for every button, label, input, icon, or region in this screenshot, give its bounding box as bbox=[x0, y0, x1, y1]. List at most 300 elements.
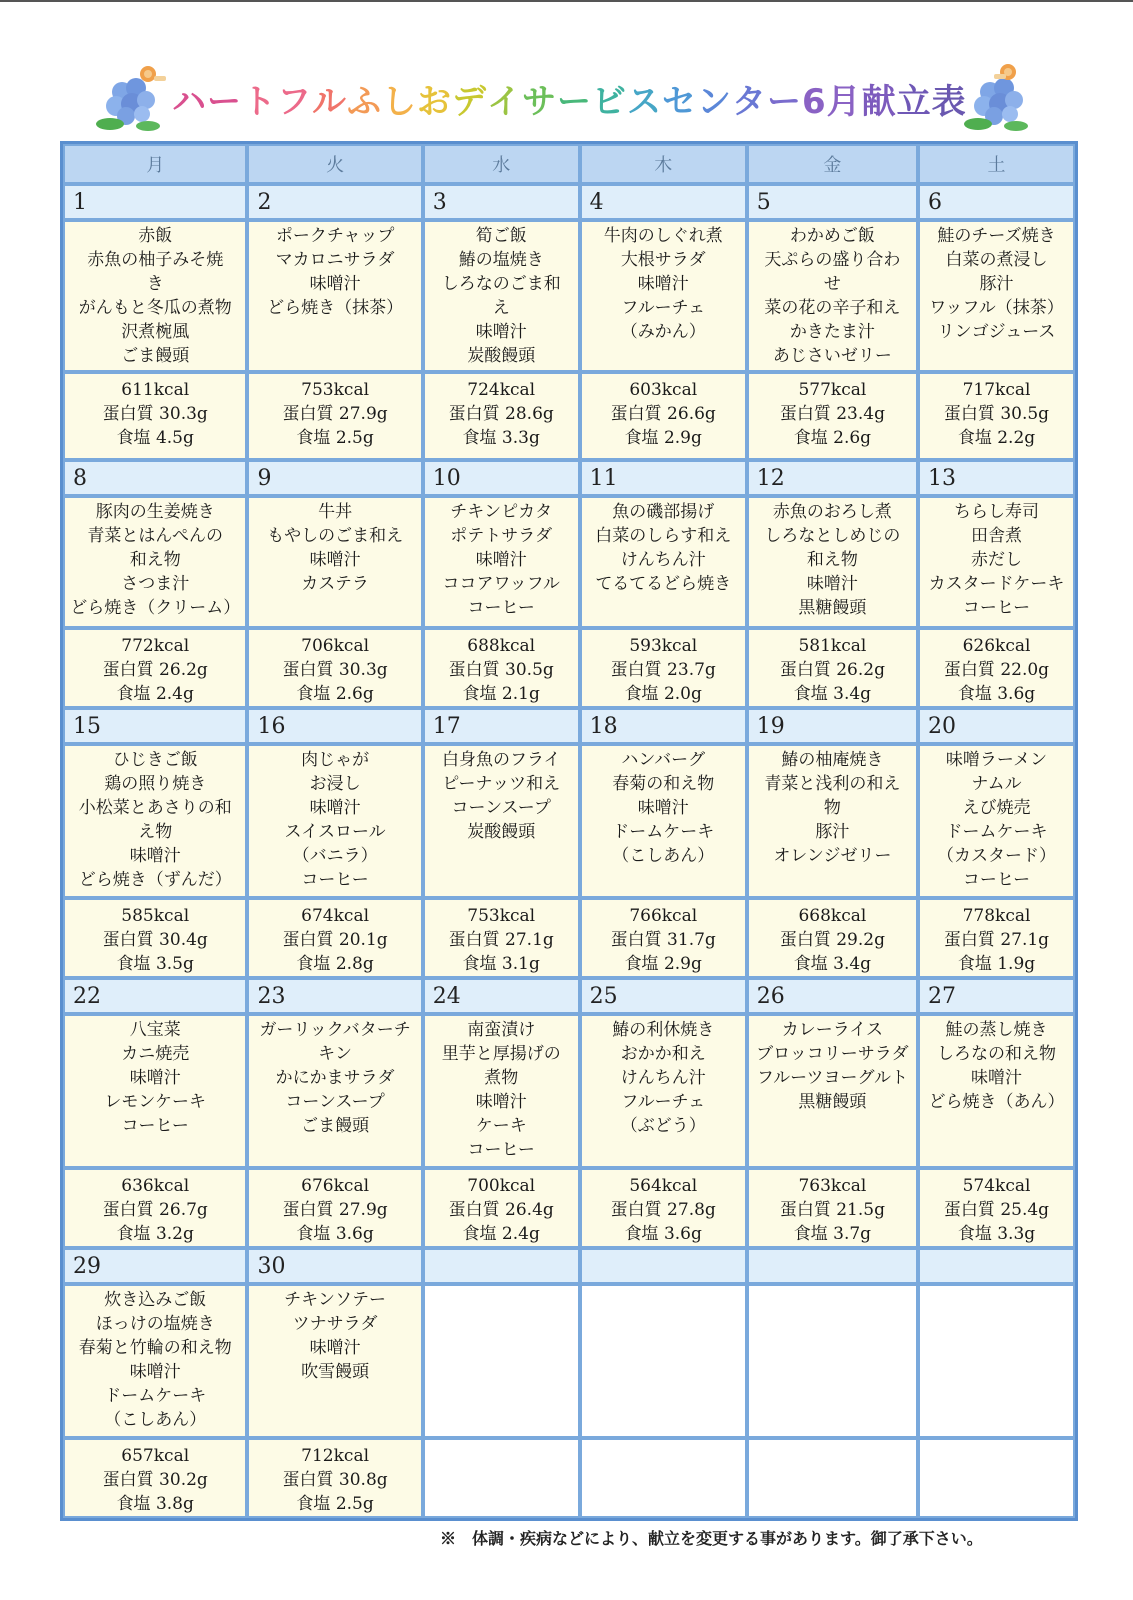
menu-cell bbox=[247, 744, 422, 898]
title-char: ル bbox=[312, 82, 347, 122]
menu-item: 鶏の照り焼き bbox=[104, 774, 207, 794]
menu-item: コーヒー bbox=[962, 598, 1031, 618]
menu-item: え物 bbox=[138, 822, 173, 842]
menu-item: 味噌汁 bbox=[637, 274, 689, 294]
menu-item: 八宝菜 bbox=[129, 1020, 181, 1040]
menu-item: かきたま汁 bbox=[789, 322, 875, 342]
menu-item: （バニラ） bbox=[292, 846, 378, 866]
menu-item: 春菊と竹輪の和え物 bbox=[78, 1338, 232, 1358]
menu-item: コーヒー bbox=[301, 870, 369, 890]
calories-value: 564kcal bbox=[629, 1176, 698, 1196]
title-char: 月 bbox=[826, 82, 862, 122]
menu-cell bbox=[918, 496, 1075, 628]
title-char: ふ bbox=[347, 82, 382, 122]
menu-cell bbox=[247, 1014, 422, 1168]
day-number: 12 bbox=[747, 460, 918, 496]
nutrition-cell bbox=[747, 372, 918, 460]
nutrition-row bbox=[63, 628, 1075, 708]
nutrition-cell bbox=[247, 372, 422, 460]
menu-item: 吹雪饅頭 bbox=[301, 1362, 370, 1382]
title-char: ー bbox=[557, 82, 592, 122]
menu-item: ひじきご飯 bbox=[112, 750, 198, 770]
title-char: セ bbox=[662, 82, 697, 122]
nutrition-cell bbox=[747, 898, 918, 978]
title-char: し bbox=[382, 82, 417, 122]
menu-item: あじさいゼリー bbox=[772, 346, 892, 366]
menu-item: さつま汁 bbox=[121, 574, 190, 594]
weekday-header: 水 bbox=[423, 144, 580, 184]
protein-value: 蛋白質 29.2g bbox=[779, 930, 885, 950]
menu-item: しろなとしめじの bbox=[764, 526, 901, 546]
protein-value: 蛋白質 23.4g bbox=[779, 404, 885, 424]
protein-value: 蛋白質 31.7g bbox=[610, 930, 716, 950]
date-row bbox=[63, 978, 1075, 1014]
nutrition-cell bbox=[747, 1168, 918, 1248]
menu-calendar bbox=[60, 141, 1078, 1521]
protein-value: 蛋白質 26.2g bbox=[102, 660, 208, 680]
menu-cell bbox=[918, 220, 1075, 372]
title-char: ハ bbox=[172, 82, 207, 122]
menu-item: ポークチャップ bbox=[275, 226, 395, 246]
salt-value: 食塩 2.9g bbox=[624, 954, 702, 974]
menu-item: どら焼き（クリーム） bbox=[70, 598, 241, 618]
day-number: 23 bbox=[247, 978, 422, 1014]
menu-item: ワッフル（抹茶） bbox=[929, 298, 1064, 318]
menu-row bbox=[63, 1284, 1075, 1438]
menu-item: お浸し bbox=[309, 774, 361, 794]
menu-item: わかめご飯 bbox=[789, 226, 875, 246]
title-char: 表 bbox=[931, 82, 967, 122]
menu-item: ほっけの塩焼き bbox=[95, 1314, 215, 1334]
protein-value: 蛋白質 26.4g bbox=[448, 1200, 554, 1220]
menu-item: き bbox=[146, 274, 164, 294]
menu-item: コーンスープ bbox=[451, 798, 551, 818]
menu-item: 味噌汁 bbox=[309, 550, 361, 570]
nutrition-cell bbox=[918, 898, 1075, 978]
calories-value: 581kcal bbox=[798, 636, 867, 656]
protein-value: 蛋白質 25.4g bbox=[943, 1200, 1050, 1220]
footer-note: ※ 体調・疾病などにより、献立を変更する事があります。御了承下さい。 bbox=[440, 1529, 983, 1548]
day-number: 20 bbox=[918, 708, 1075, 744]
salt-value: 食塩 2.9g bbox=[624, 428, 702, 448]
menu-item: 味噌汁 bbox=[129, 846, 181, 866]
menu-item: 味噌汁 bbox=[309, 1338, 361, 1358]
nutrition-row bbox=[63, 372, 1075, 460]
menu-cell bbox=[63, 1284, 247, 1438]
menu-item: 赤魚のおろし煮 bbox=[772, 502, 892, 522]
day-number: 6 bbox=[918, 184, 1075, 220]
empty-nutrition-cell bbox=[423, 1438, 580, 1518]
calories-value: 763kcal bbox=[798, 1176, 867, 1196]
date-row bbox=[63, 708, 1075, 744]
menu-item: リンゴジュース bbox=[937, 322, 1056, 342]
menu-item: ツナサラダ bbox=[292, 1314, 378, 1334]
menu-item: 鰆の利休焼き bbox=[612, 1020, 715, 1040]
calories-value: 724kcal bbox=[467, 380, 536, 400]
empty-menu-cell bbox=[580, 1284, 747, 1438]
menu-item: キン bbox=[318, 1044, 353, 1064]
menu-item: コーヒー bbox=[121, 1116, 189, 1136]
calories-value: 717kcal bbox=[962, 380, 1031, 400]
menu-item: 味噌汁 bbox=[475, 550, 527, 570]
day-number: 9 bbox=[247, 460, 422, 496]
menu-item: 味噌汁 bbox=[309, 798, 361, 818]
menu-cell bbox=[580, 220, 747, 372]
menu-cell bbox=[247, 1284, 422, 1438]
menu-item: 天ぷらの盛り合わ bbox=[764, 250, 901, 270]
menu-item: がんもと冬瓜の煮物 bbox=[78, 298, 232, 318]
menu-item: 大根サラダ bbox=[620, 250, 706, 270]
protein-value: 蛋白質 27.9g bbox=[282, 1200, 388, 1220]
calories-value: 636kcal bbox=[121, 1176, 190, 1196]
hydrangea-snail-icon bbox=[88, 58, 178, 136]
title-char: サ bbox=[522, 82, 557, 122]
menu-item: チキンソテー bbox=[284, 1290, 387, 1310]
menu-item: ココアワッフル bbox=[442, 574, 560, 594]
day-number: 4 bbox=[580, 184, 747, 220]
menu-item: 味噌汁 bbox=[806, 574, 858, 594]
nutrition-cell bbox=[423, 628, 580, 708]
protein-value: 蛋白質 30.2g bbox=[102, 1470, 208, 1490]
menu-item: カレーライス bbox=[781, 1020, 884, 1040]
nutrition-cell bbox=[580, 898, 747, 978]
menu-item: 小松菜とあさりの和 bbox=[78, 798, 232, 818]
menu-item: 里芋と厚揚げの bbox=[441, 1044, 561, 1064]
empty-date-cell bbox=[747, 1248, 918, 1284]
calories-value: 700kcal bbox=[467, 1176, 536, 1196]
menu-item: フルーツヨーグルト bbox=[756, 1068, 908, 1088]
title-char: タ bbox=[732, 82, 767, 122]
menu-item: 味噌汁 bbox=[971, 1068, 1022, 1088]
menu-item: 和え物 bbox=[129, 550, 181, 570]
protein-value: 蛋白質 26.6g bbox=[610, 404, 716, 424]
protein-value: 蛋白質 26.7g bbox=[102, 1200, 208, 1220]
day-number: 19 bbox=[747, 708, 918, 744]
protein-value: 蛋白質 27.9g bbox=[282, 404, 388, 424]
menu-item: ナムル bbox=[971, 774, 1022, 794]
day-number: 22 bbox=[63, 978, 247, 1014]
salt-value: 食塩 2.6g bbox=[296, 684, 374, 704]
menu-item: 鰆の塩焼き bbox=[458, 250, 544, 270]
protein-value: 蛋白質 30.5g bbox=[943, 404, 1050, 424]
day-number: 24 bbox=[423, 978, 580, 1014]
menu-item: コーンスープ bbox=[285, 1092, 385, 1112]
menu-item: 和え物 bbox=[806, 550, 858, 570]
menu-item: ブロッコリーサラダ bbox=[756, 1044, 909, 1064]
calories-value: 668kcal bbox=[798, 906, 867, 926]
protein-value: 蛋白質 22.0g bbox=[943, 660, 1050, 680]
day-number: 3 bbox=[423, 184, 580, 220]
menu-item: カステラ bbox=[301, 574, 369, 594]
hydrangea-snail-icon bbox=[950, 58, 1040, 136]
protein-value: 蛋白質 30.5g bbox=[448, 660, 554, 680]
nutrition-cell bbox=[63, 628, 247, 708]
menu-item: ハンバーグ bbox=[621, 750, 706, 770]
menu-item: ドームケーキ bbox=[945, 822, 1048, 842]
menu-item: どら焼き（あん） bbox=[928, 1092, 1065, 1112]
menu-item: 黒糖饅頭 bbox=[798, 1092, 867, 1112]
date-row bbox=[63, 184, 1075, 220]
menu-cell bbox=[580, 1014, 747, 1168]
protein-value: 蛋白質 30.3g bbox=[102, 404, 208, 424]
calories-value: 674kcal bbox=[301, 906, 370, 926]
empty-nutrition-cell bbox=[747, 1438, 918, 1518]
menu-item: カニ焼売 bbox=[121, 1044, 190, 1064]
protein-value: 蛋白質 21.5g bbox=[779, 1200, 885, 1220]
day-number: 8 bbox=[63, 460, 247, 496]
menu-cell bbox=[747, 1014, 918, 1168]
protein-value: 蛋白質 20.1g bbox=[282, 930, 388, 950]
menu-item: 味噌汁 bbox=[475, 1092, 527, 1112]
nutrition-cell bbox=[580, 628, 747, 708]
menu-item: （カスタード） bbox=[937, 846, 1056, 866]
salt-value: 食塩 2.4g bbox=[462, 1224, 540, 1244]
calories-value: 706kcal bbox=[301, 636, 370, 656]
menu-cell bbox=[423, 496, 580, 628]
nutrition-cell bbox=[247, 1438, 422, 1518]
day-number: 25 bbox=[580, 978, 747, 1014]
menu-cell bbox=[63, 220, 247, 372]
protein-value: 蛋白質 27.1g bbox=[943, 930, 1050, 950]
menu-item: 味噌汁 bbox=[309, 274, 361, 294]
menu-item: しろなの和え物 bbox=[937, 1044, 1056, 1064]
menu-item: ガーリックバターチ bbox=[259, 1020, 411, 1040]
protein-value: 蛋白質 27.1g bbox=[448, 930, 554, 950]
menu-row bbox=[63, 220, 1075, 372]
day-number: 29 bbox=[63, 1248, 247, 1284]
menu-item: 鮭の蒸し焼き bbox=[945, 1020, 1048, 1040]
protein-value: 蛋白質 26.2g bbox=[779, 660, 885, 680]
menu-item: もやしのごま和え bbox=[267, 526, 404, 546]
menu-item: えび焼売 bbox=[962, 798, 1031, 818]
salt-value: 食塩 2.1g bbox=[462, 684, 540, 704]
calories-value: 772kcal bbox=[121, 636, 190, 656]
calories-value: 611kcal bbox=[121, 380, 190, 400]
calories-value: 766kcal bbox=[629, 906, 698, 926]
menu-item: 赤だし bbox=[971, 550, 1022, 570]
menu-cell bbox=[747, 220, 918, 372]
weekday-header-row bbox=[63, 144, 1075, 184]
page-title bbox=[172, 74, 967, 123]
menu-item: 青菜とはんぺんの bbox=[87, 526, 224, 546]
menu-item: 豚肉の生姜焼き bbox=[95, 502, 215, 522]
menu-item: 物 bbox=[823, 798, 841, 818]
menu-item: フルーチェ bbox=[621, 1092, 706, 1112]
calories-value: 753kcal bbox=[467, 906, 536, 926]
menu-item: 豚汁 bbox=[979, 274, 1014, 294]
menu-item: マカロニサラダ bbox=[275, 250, 395, 270]
calories-value: 753kcal bbox=[301, 380, 370, 400]
protein-value: 蛋白質 23.7g bbox=[610, 660, 716, 680]
menu-item: どら焼き（ずんだ） bbox=[78, 870, 232, 890]
day-number: 18 bbox=[580, 708, 747, 744]
menu-item: オレンジゼリー bbox=[773, 846, 892, 866]
menu-item: スイスロール bbox=[284, 822, 386, 842]
day-number: 17 bbox=[423, 708, 580, 744]
menu-item: 鮭のチーズ焼き bbox=[937, 226, 1056, 246]
salt-value: 食塩 2.8g bbox=[296, 954, 374, 974]
calories-value: 676kcal bbox=[301, 1176, 370, 1196]
menu-item: てるてるどら焼き bbox=[595, 574, 732, 594]
menu-cell bbox=[423, 1014, 580, 1168]
nutrition-cell bbox=[423, 898, 580, 978]
day-number: 5 bbox=[747, 184, 918, 220]
title-char: ト bbox=[242, 82, 277, 122]
salt-value: 食塩 1.9g bbox=[957, 954, 1036, 974]
menu-item: 菜の花の辛子和え bbox=[764, 298, 901, 318]
calories-value: 712kcal bbox=[301, 1446, 370, 1466]
menu-item: 魚の磯部揚げ bbox=[612, 502, 715, 522]
nutrition-row bbox=[63, 898, 1075, 978]
calories-value: 577kcal bbox=[798, 380, 867, 400]
weekday-header: 金 bbox=[747, 144, 918, 184]
menu-row bbox=[63, 1014, 1075, 1168]
protein-value: 蛋白質 27.8g bbox=[610, 1200, 716, 1220]
title-char: イ bbox=[487, 82, 522, 122]
title-char: ン bbox=[697, 82, 732, 122]
calories-value: 574kcal bbox=[962, 1176, 1031, 1196]
empty-menu-cell bbox=[918, 1284, 1075, 1438]
title-char: ス bbox=[627, 82, 662, 122]
day-number: 10 bbox=[423, 460, 580, 496]
nutrition-cell bbox=[918, 628, 1075, 708]
date-row bbox=[63, 460, 1075, 496]
empty-nutrition-cell bbox=[918, 1438, 1075, 1518]
day-number: 1 bbox=[63, 184, 247, 220]
weekday-header: 土 bbox=[918, 144, 1075, 184]
empty-date-cell bbox=[580, 1248, 747, 1284]
menu-item: え bbox=[492, 298, 510, 318]
menu-item: ピーナッツ和え bbox=[442, 774, 561, 794]
menu-cell bbox=[63, 496, 247, 628]
menu-cell bbox=[63, 1014, 247, 1168]
salt-value: 食塩 3.1g bbox=[462, 954, 540, 974]
nutrition-cell bbox=[247, 898, 422, 978]
menu-item: フルーチェ bbox=[621, 298, 706, 318]
menu-item: 春菊の和え物 bbox=[612, 774, 715, 794]
day-number: 11 bbox=[580, 460, 747, 496]
menu-item: 田舎煮 bbox=[971, 526, 1022, 546]
menu-item: 豚汁 bbox=[815, 822, 850, 842]
day-number: 16 bbox=[247, 708, 422, 744]
menu-item: コーヒー bbox=[962, 870, 1031, 890]
nutrition-cell bbox=[247, 1168, 422, 1248]
day-number: 30 bbox=[247, 1248, 422, 1284]
menu-item: コーヒー bbox=[467, 598, 535, 618]
salt-value: 食塩 3.4g bbox=[793, 684, 872, 704]
menu-item: しろなのごま和 bbox=[441, 274, 561, 294]
salt-value: 食塩 3.5g bbox=[116, 954, 194, 974]
nutrition-cell bbox=[580, 372, 747, 460]
nutrition-cell bbox=[423, 1168, 580, 1248]
empty-menu-cell bbox=[423, 1284, 580, 1438]
nutrition-cell bbox=[63, 1438, 247, 1518]
salt-value: 食塩 2.2g bbox=[957, 428, 1036, 448]
menu-item: 白菜の煮浸し bbox=[945, 250, 1048, 270]
menu-item: おかか和え bbox=[620, 1044, 706, 1064]
menu-item: レモンケーキ bbox=[104, 1092, 207, 1112]
menu-row bbox=[63, 744, 1075, 898]
menu-item: 青菜と浅利の和え bbox=[764, 774, 901, 794]
menu-cell bbox=[918, 1014, 1075, 1168]
menu-item: （こしあん） bbox=[104, 1410, 207, 1430]
menu-item: 味噌汁 bbox=[129, 1068, 181, 1088]
title-char: 献 bbox=[861, 82, 897, 122]
menu-cell bbox=[63, 744, 247, 898]
menu-item: 鰆の柚庵焼き bbox=[781, 750, 884, 770]
menu-item: チキンピカタ bbox=[450, 502, 553, 522]
page-header bbox=[60, 58, 1070, 138]
menu-item: 味噌汁 bbox=[129, 1362, 181, 1382]
menu-row bbox=[63, 496, 1075, 628]
day-number: 13 bbox=[918, 460, 1075, 496]
nutrition-row bbox=[63, 1168, 1075, 1248]
salt-value: 食塩 3.3g bbox=[462, 428, 540, 448]
menu-item: ポテトサラダ bbox=[450, 526, 553, 546]
menu-item: せ bbox=[823, 274, 841, 294]
calories-value: 657kcal bbox=[121, 1446, 190, 1466]
menu-item: ごま饅頭 bbox=[121, 346, 190, 366]
calories-value: 626kcal bbox=[962, 636, 1031, 656]
nutrition-cell bbox=[918, 372, 1075, 460]
menu-item: ちらし寿司 bbox=[954, 502, 1039, 522]
menu-item: 沢煮椀風 bbox=[121, 322, 190, 342]
menu-item: （こしあん） bbox=[612, 846, 715, 866]
menu-item: ケーキ bbox=[475, 1116, 527, 1136]
menu-cell bbox=[247, 220, 422, 372]
empty-menu-cell bbox=[747, 1284, 918, 1438]
menu-cell bbox=[747, 744, 918, 898]
nutrition-cell bbox=[580, 1168, 747, 1248]
menu-item: 味噌汁 bbox=[637, 798, 689, 818]
nutrition-cell bbox=[423, 372, 580, 460]
nutrition-cell bbox=[247, 628, 422, 708]
title-char: 6 bbox=[802, 82, 827, 122]
menu-cell bbox=[580, 744, 747, 898]
calories-value: 778kcal bbox=[962, 906, 1031, 926]
menu-item: 味噌ラーメン bbox=[945, 750, 1048, 770]
nutrition-cell bbox=[747, 628, 918, 708]
menu-item: カスタードケーキ bbox=[928, 574, 1065, 594]
menu-item: 黒糖饅頭 bbox=[798, 598, 867, 618]
empty-nutrition-cell bbox=[580, 1438, 747, 1518]
salt-value: 食塩 3.6g bbox=[624, 1224, 702, 1244]
salt-value: 食塩 3.7g bbox=[793, 1224, 872, 1244]
nutrition-cell bbox=[63, 1168, 247, 1248]
menu-item: 赤魚の柚子みそ焼 bbox=[87, 250, 224, 270]
salt-value: 食塩 3.2g bbox=[116, 1224, 194, 1244]
protein-value: 蛋白質 30.8g bbox=[282, 1470, 388, 1490]
menu-item: かにかまサラダ bbox=[275, 1068, 395, 1088]
title-char: フ bbox=[277, 82, 312, 122]
calories-value: 593kcal bbox=[629, 636, 698, 656]
menu-item: 炊き込みご飯 bbox=[104, 1290, 207, 1310]
day-number: 15 bbox=[63, 708, 247, 744]
calories-value: 688kcal bbox=[467, 636, 536, 656]
menu-item: けんちん汁 bbox=[620, 550, 706, 570]
nutrition-cell bbox=[918, 1168, 1075, 1248]
top-rule bbox=[0, 0, 1133, 2]
title-char: 立 bbox=[896, 82, 932, 122]
day-number: 26 bbox=[747, 978, 918, 1014]
date-row bbox=[63, 1248, 1075, 1284]
day-number: 27 bbox=[918, 978, 1075, 1014]
menu-cell bbox=[918, 744, 1075, 898]
salt-value: 食塩 3.3g bbox=[957, 1224, 1036, 1244]
menu-item: ドームケーキ bbox=[612, 822, 715, 842]
menu-item: 牛丼 bbox=[318, 502, 353, 522]
nutrition-cell bbox=[63, 372, 247, 460]
